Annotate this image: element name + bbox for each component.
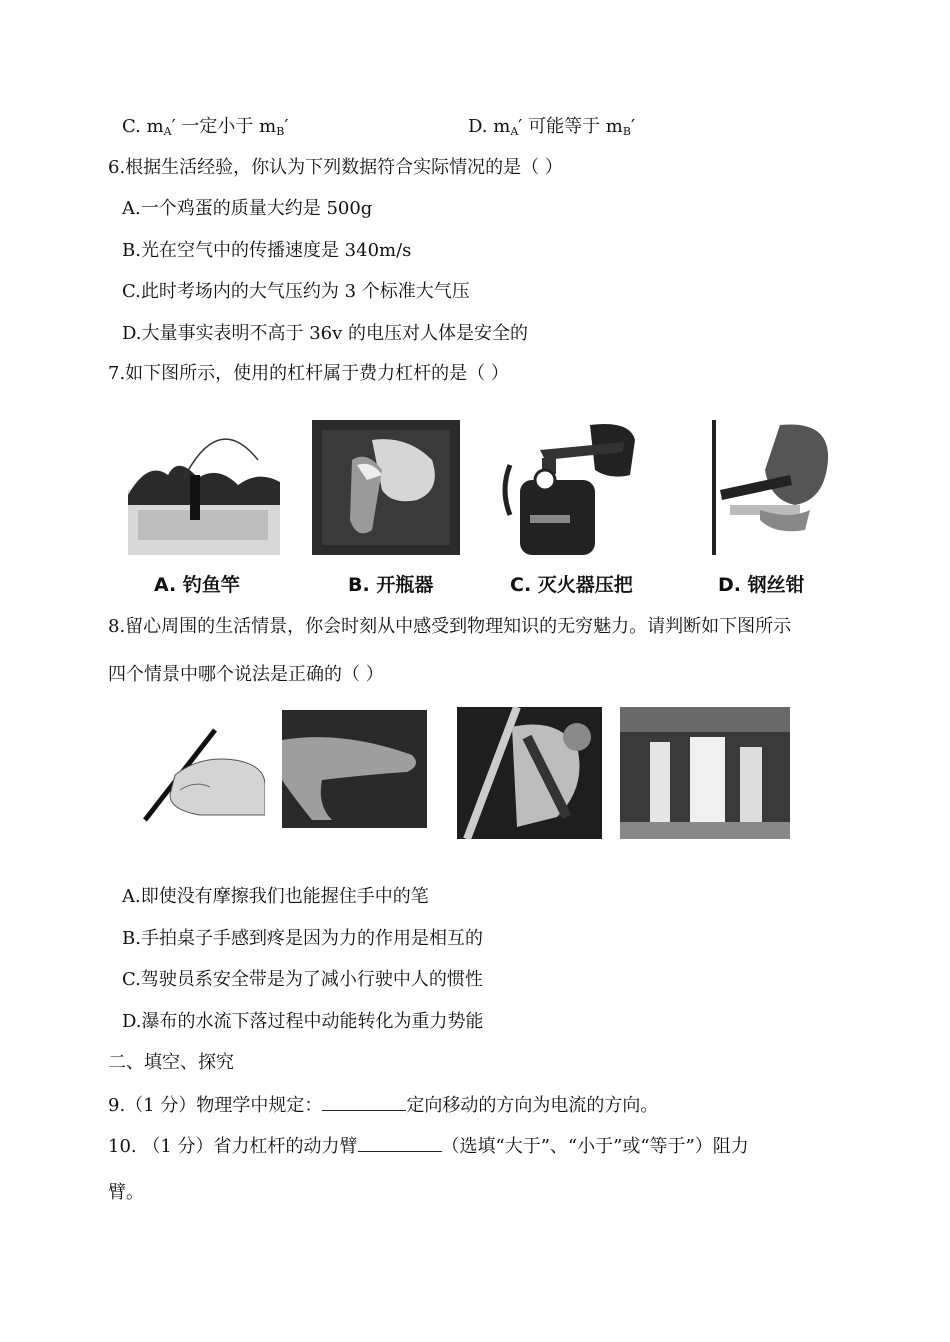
hand-pen-photo — [140, 715, 265, 825]
q8-option-b: B.手拍桌子手感到疼是因为力的作用是相互的 — [122, 928, 483, 949]
fire-extinguisher-photo — [490, 420, 638, 555]
q8-stem-line1: 8.留心周围的生活情景，你会时刻从中感受到物理知识的无穷魅力。请判断如下图所示 — [108, 616, 792, 637]
q10-after: （选填“大于”、“小于”或“等于”）阻力 — [441, 1136, 749, 1157]
q10-blank[interactable] — [358, 1133, 442, 1152]
section-title: 二、填空、探究 — [108, 1052, 234, 1073]
hand-slap-table-photo — [282, 710, 427, 828]
q10-line2: 臂。 — [108, 1182, 144, 1203]
q6-option-c: C.此时考场内的大气压约为 3 个标准大气压 — [122, 281, 470, 302]
q5-option-d: D. $m_A'$ 可能等于 $m_B'$ — [468, 116, 636, 138]
q6-stem: 6.根据生活经验，你认为下列数据符合实际情况的是（ ） — [108, 157, 563, 178]
q8-stem-line2: 四个情景中哪个说法是正确的（ ） — [108, 664, 384, 685]
q9-blank[interactable] — [322, 1092, 406, 1111]
q7-stem: 7.如下图所示，使用的杠杆属于费力杠杆的是（ ） — [108, 363, 509, 384]
q9-after: 定向移动的方向为电流的方向。 — [406, 1095, 659, 1116]
caption-b: B. 开瓶器 — [348, 574, 434, 596]
q6-option-a: A.一个鸡蛋的质量大约是 500g — [122, 198, 373, 219]
caption-c: C. 灭火器压把 — [510, 574, 633, 596]
bottle-opener-photo — [312, 420, 460, 555]
q9-before: 9.（1 分）物理学中规定： — [108, 1095, 323, 1116]
q6-option-d: D.大量事实表明不高于 36v 的电压对人体是安全的 — [122, 323, 529, 344]
q8-option-d: D.瀑布的水流下落过程中动能转化为重力势能 — [122, 1011, 484, 1032]
q10 — [108, 1133, 749, 1159]
q8-option-c: C.驾驶员系安全带是为了减小行驶中人的惯性 — [122, 969, 483, 990]
fishing-rod-photo — [128, 420, 280, 555]
q8-option-a: A.即使没有摩擦我们也能握住手中的笔 — [122, 886, 429, 907]
q5-option-c: C. $m_A'$ 一定小于 $m_B'$ — [122, 116, 289, 138]
seatbelt-driver-photo — [457, 707, 602, 839]
caption-d: D. 钢丝钳 — [718, 574, 805, 596]
q9 — [108, 1092, 658, 1118]
waterfall-photo — [620, 707, 790, 839]
q10-before: 10. （1 分）省力杠杆的动力臂 — [108, 1136, 358, 1157]
caption-a: A. 钓鱼竿 — [154, 574, 240, 596]
wire-pliers-photo — [700, 420, 830, 555]
q6-option-b: B.光在空气中的传播速度是 340m/s — [122, 240, 412, 261]
